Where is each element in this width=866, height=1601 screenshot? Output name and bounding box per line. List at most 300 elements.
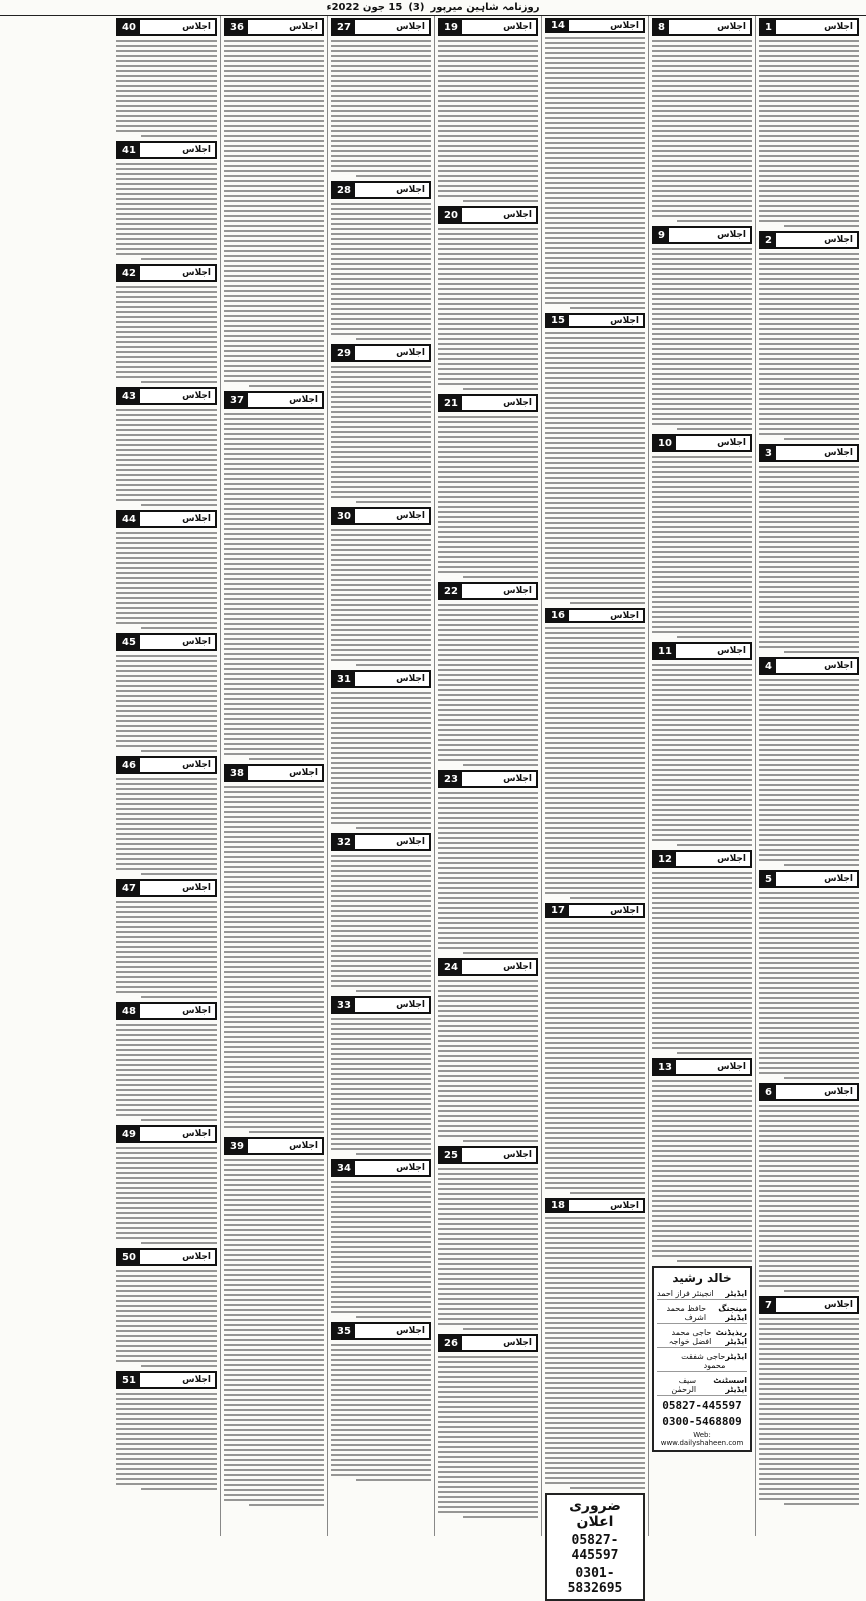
text-line — [224, 115, 324, 117]
text-line — [759, 1393, 859, 1395]
text-line — [249, 1131, 324, 1133]
text-line — [759, 1285, 859, 1287]
text-line — [759, 1205, 859, 1207]
text-line — [224, 991, 324, 993]
text-line — [545, 152, 645, 154]
text-line — [438, 709, 538, 711]
text-line — [116, 587, 217, 589]
item-body — [331, 39, 431, 178]
text-line — [116, 1039, 217, 1041]
text-line — [759, 546, 859, 548]
text-line — [224, 370, 324, 372]
text-line — [331, 807, 431, 809]
text-line — [652, 764, 752, 766]
text-line — [759, 804, 859, 806]
text-line — [570, 897, 645, 899]
text-line — [331, 975, 431, 977]
text-line — [545, 867, 645, 869]
text-line — [759, 1007, 859, 1009]
text-line — [224, 85, 324, 87]
text-line — [331, 1444, 431, 1446]
item-header — [652, 850, 752, 868]
text-line — [759, 1042, 859, 1044]
text-line — [331, 328, 431, 330]
text-line — [331, 203, 431, 205]
text-line — [224, 966, 324, 968]
text-line — [545, 1407, 645, 1409]
text-line — [438, 526, 538, 528]
text-line — [331, 644, 431, 646]
text-line — [759, 521, 859, 523]
text-line — [116, 1355, 217, 1357]
staff-role: مینجنگ ایڈیٹر — [718, 1304, 747, 1322]
text-line — [677, 636, 752, 638]
text-line — [331, 870, 431, 872]
text-line — [224, 165, 324, 167]
text-line — [759, 581, 859, 583]
text-line — [331, 880, 431, 882]
text-line — [545, 392, 645, 394]
text-line — [545, 682, 645, 684]
text-line — [463, 764, 538, 766]
text-line — [224, 1031, 324, 1033]
text-line — [331, 554, 431, 556]
text-line — [545, 847, 645, 849]
text-line — [224, 1359, 324, 1361]
text-line — [759, 135, 859, 137]
notice-phone: 05827-445597 — [571, 1533, 619, 1563]
text-line — [331, 1261, 431, 1263]
text-line — [116, 238, 217, 240]
text-line — [331, 436, 431, 438]
text-line — [331, 233, 431, 235]
text-line — [116, 130, 217, 132]
text-line — [438, 313, 538, 315]
text-line — [438, 1283, 538, 1285]
text-line — [224, 1289, 324, 1291]
text-line — [438, 1208, 538, 1210]
text-line — [759, 1215, 859, 1217]
text-line — [331, 446, 431, 448]
text-line — [652, 556, 752, 558]
text-line — [545, 87, 645, 89]
text-line — [652, 423, 752, 425]
text-line — [652, 1150, 752, 1152]
text-line — [759, 1200, 859, 1202]
text-line — [438, 253, 538, 255]
item-header — [331, 996, 431, 1014]
text-line — [331, 1311, 431, 1313]
text-line — [331, 1138, 431, 1140]
text-line — [652, 962, 752, 964]
text-line — [224, 130, 324, 132]
text-line — [545, 92, 645, 94]
text-line — [116, 1157, 217, 1159]
text-line — [652, 1190, 752, 1192]
text-line — [652, 1105, 752, 1107]
text-line — [759, 471, 859, 473]
text-line — [224, 693, 324, 695]
text-line — [545, 1462, 645, 1464]
text-line — [331, 732, 431, 734]
text-line — [438, 624, 538, 626]
text-line — [652, 669, 752, 671]
text-line — [759, 323, 859, 325]
text-line — [545, 692, 645, 694]
text-line — [759, 496, 859, 498]
text-line — [331, 787, 431, 789]
text-line — [224, 1259, 324, 1261]
text-line — [331, 865, 431, 867]
text-line — [545, 747, 645, 749]
text-line — [759, 1438, 859, 1440]
text-line — [224, 628, 324, 630]
item-label: اجلاس — [182, 145, 211, 155]
text-line — [652, 318, 752, 320]
text-line — [116, 213, 217, 215]
text-line — [331, 323, 431, 325]
text-line — [438, 1273, 538, 1275]
text-line — [438, 343, 538, 345]
text-line — [224, 1159, 324, 1161]
text-line — [652, 185, 752, 187]
text-line — [652, 684, 752, 686]
text-line — [438, 1005, 538, 1007]
text-line — [438, 1391, 538, 1393]
text-line — [652, 1195, 752, 1197]
text-line — [652, 90, 752, 92]
text-line — [224, 1199, 324, 1201]
text-line — [759, 897, 859, 899]
text-line — [224, 310, 324, 312]
item-number: 31 — [333, 672, 355, 686]
text-line — [438, 1401, 538, 1403]
text-line — [438, 160, 538, 162]
text-line — [224, 861, 324, 863]
text-line — [331, 895, 431, 897]
text-line — [224, 816, 324, 818]
text-line — [652, 393, 752, 395]
text-line — [652, 779, 752, 781]
text-line — [331, 1251, 431, 1253]
text-line — [652, 1200, 752, 1202]
text-line — [545, 1442, 645, 1444]
text-line — [141, 627, 217, 629]
text-line — [545, 172, 645, 174]
text-line — [545, 827, 645, 829]
text-line — [759, 1052, 859, 1054]
text-line — [652, 511, 752, 513]
text-line — [224, 365, 324, 367]
text-line — [545, 432, 645, 434]
text-line — [759, 115, 859, 117]
text-line — [224, 1384, 324, 1386]
text-line — [331, 712, 431, 714]
text-line — [224, 1414, 324, 1416]
text-line — [759, 1145, 859, 1147]
text-line — [438, 1471, 538, 1473]
item-body — [759, 678, 859, 867]
text-line — [652, 378, 752, 380]
text-line — [116, 233, 217, 235]
text-line — [224, 65, 324, 67]
item-header — [652, 642, 752, 660]
item-header — [224, 764, 324, 782]
text-line — [652, 829, 752, 831]
text-line — [331, 431, 431, 433]
item-number: 9 — [654, 228, 669, 242]
text-line — [438, 378, 538, 380]
text-line — [438, 1288, 538, 1290]
item-label: اجلاس — [610, 905, 639, 916]
text-line — [224, 428, 324, 430]
text-line — [331, 1226, 431, 1228]
text-line — [545, 407, 645, 409]
item-body — [759, 891, 859, 1080]
text-line — [438, 150, 538, 152]
text-line — [438, 990, 538, 992]
item-body — [438, 791, 538, 955]
text-line — [116, 1290, 217, 1292]
text-line — [224, 896, 324, 898]
item-label: اجلاس — [396, 1326, 425, 1336]
text-line — [116, 95, 217, 97]
item-number: 28 — [333, 183, 355, 197]
text-line — [331, 60, 431, 62]
item-number: 11 — [654, 644, 676, 658]
column — [220, 16, 327, 1536]
item-header — [438, 394, 538, 412]
staff-name: حاجی شفقت محمود — [681, 1352, 726, 1370]
text-line — [116, 1147, 217, 1149]
item-label: اجلاس — [610, 1200, 639, 1211]
text-line — [438, 1258, 538, 1260]
text-line — [652, 471, 752, 473]
text-line — [652, 150, 752, 152]
text-line — [545, 372, 645, 374]
text-line — [759, 754, 859, 756]
text-line — [224, 936, 324, 938]
text-line — [224, 1126, 324, 1128]
text-line — [759, 699, 859, 701]
text-line — [652, 581, 752, 583]
text-line — [652, 1032, 752, 1034]
text-line — [224, 623, 324, 625]
text-line — [652, 1170, 752, 1172]
text-line — [116, 745, 217, 747]
text-line — [331, 1043, 431, 1045]
item-number: 46 — [118, 758, 140, 772]
text-line — [224, 1096, 324, 1098]
text-line — [759, 348, 859, 350]
text-line — [224, 170, 324, 172]
text-line — [545, 422, 645, 424]
text-line — [545, 292, 645, 294]
text-line — [652, 1185, 752, 1187]
text-line — [438, 674, 538, 676]
text-line — [652, 95, 752, 97]
text-line — [331, 421, 431, 423]
text-line — [224, 1419, 324, 1421]
text-line — [116, 1413, 217, 1415]
column — [434, 16, 541, 1536]
text-line — [759, 1433, 859, 1435]
text-line — [331, 1033, 431, 1035]
text-line — [116, 449, 217, 451]
text-line — [116, 1270, 217, 1272]
item-number: 19 — [440, 20, 462, 34]
text-line — [652, 972, 752, 974]
text-line — [331, 1098, 431, 1100]
item-label: اجلاس — [182, 22, 211, 32]
text-line — [438, 1030, 538, 1032]
item-label: اجلاس — [503, 1338, 532, 1348]
notice-box — [545, 1493, 645, 1601]
item-label: اجلاس — [396, 674, 425, 684]
text-line — [224, 578, 324, 580]
text-line — [438, 1055, 538, 1057]
text-line — [224, 688, 324, 690]
text-line — [224, 1254, 324, 1256]
text-line — [224, 1239, 324, 1241]
text-line — [438, 426, 538, 428]
text-line — [116, 818, 217, 820]
text-line — [438, 1193, 538, 1195]
item-label: اجلاس — [182, 1006, 211, 1016]
text-line — [438, 1040, 538, 1042]
text-line — [224, 588, 324, 590]
text-line — [438, 659, 538, 661]
text-line — [224, 250, 324, 252]
text-line — [463, 1328, 538, 1330]
text-line — [759, 363, 859, 365]
text-line — [545, 962, 645, 964]
text-line — [116, 1192, 217, 1194]
text-line — [224, 1479, 324, 1481]
text-line — [249, 385, 324, 387]
text-line — [652, 80, 752, 82]
text-line — [331, 1201, 431, 1203]
text-line — [652, 596, 752, 598]
item-number: 40 — [118, 20, 140, 34]
text-line — [116, 951, 217, 953]
text-line — [545, 1417, 645, 1419]
text-line — [224, 826, 324, 828]
text-line — [545, 1237, 645, 1239]
text-line — [545, 1022, 645, 1024]
text-line — [224, 473, 324, 475]
item-body — [652, 39, 752, 223]
text-line — [652, 496, 752, 498]
text-line — [759, 892, 859, 894]
text-line — [652, 278, 752, 280]
text-line — [438, 1496, 538, 1498]
text-line — [438, 664, 538, 666]
text-line — [224, 448, 324, 450]
text-line — [116, 680, 217, 682]
text-line — [759, 1275, 859, 1277]
text-line — [224, 911, 324, 913]
text-line — [438, 719, 538, 721]
text-line — [331, 970, 431, 972]
text-line — [545, 442, 645, 444]
text-line — [356, 1153, 431, 1155]
text-line — [438, 551, 538, 553]
text-line — [224, 846, 324, 848]
text-line — [224, 300, 324, 302]
text-line — [356, 175, 431, 177]
text-line — [545, 977, 645, 979]
text-line — [331, 692, 431, 694]
text-line — [116, 808, 217, 810]
text-line — [652, 947, 752, 949]
text-line — [652, 1225, 752, 1227]
text-line — [759, 486, 859, 488]
paper-name: روزنامہ شاہین میرپور — [430, 2, 540, 13]
text-line — [545, 282, 645, 284]
text-line — [224, 503, 324, 505]
text-line — [652, 546, 752, 548]
staff-row — [657, 1375, 747, 1396]
text-line — [331, 1078, 431, 1080]
text-line — [116, 80, 217, 82]
text-line — [438, 699, 538, 701]
text-line — [545, 47, 645, 49]
text-line — [545, 1432, 645, 1434]
text-line — [116, 715, 217, 717]
item-body — [116, 1269, 217, 1368]
text-line — [331, 1286, 431, 1288]
text-line — [224, 658, 324, 660]
text-line — [224, 1056, 324, 1058]
item-number: 17 — [547, 905, 569, 916]
text-line — [438, 609, 538, 611]
text-line — [545, 252, 645, 254]
text-line — [224, 195, 324, 197]
text-line — [759, 759, 859, 761]
text-line — [438, 501, 538, 503]
text-line — [331, 381, 431, 383]
masthead-phone: 0300-5468809 — [662, 1415, 742, 1428]
text-line — [331, 564, 431, 566]
text-line — [545, 207, 645, 209]
item-number: 25 — [440, 1148, 462, 1162]
text-line — [759, 205, 859, 207]
text-line — [224, 433, 324, 435]
text-line — [331, 406, 431, 408]
text-line — [652, 754, 752, 756]
text-line — [759, 1190, 859, 1192]
text-line — [652, 626, 752, 628]
text-line — [224, 1474, 324, 1476]
text-line — [545, 517, 645, 519]
text-line — [116, 311, 217, 313]
text-line — [759, 1388, 859, 1390]
text-line — [545, 1252, 645, 1254]
text-line — [224, 1354, 324, 1356]
text-line — [141, 873, 217, 875]
text-line — [116, 494, 217, 496]
text-line — [116, 1232, 217, 1234]
text-line — [331, 1231, 431, 1233]
text-line — [759, 849, 859, 851]
text-line — [331, 491, 431, 493]
text-line — [759, 1160, 859, 1162]
text-line — [116, 740, 217, 742]
text-line — [224, 618, 324, 620]
text-line — [652, 268, 752, 270]
item-number: 49 — [118, 1127, 140, 1141]
